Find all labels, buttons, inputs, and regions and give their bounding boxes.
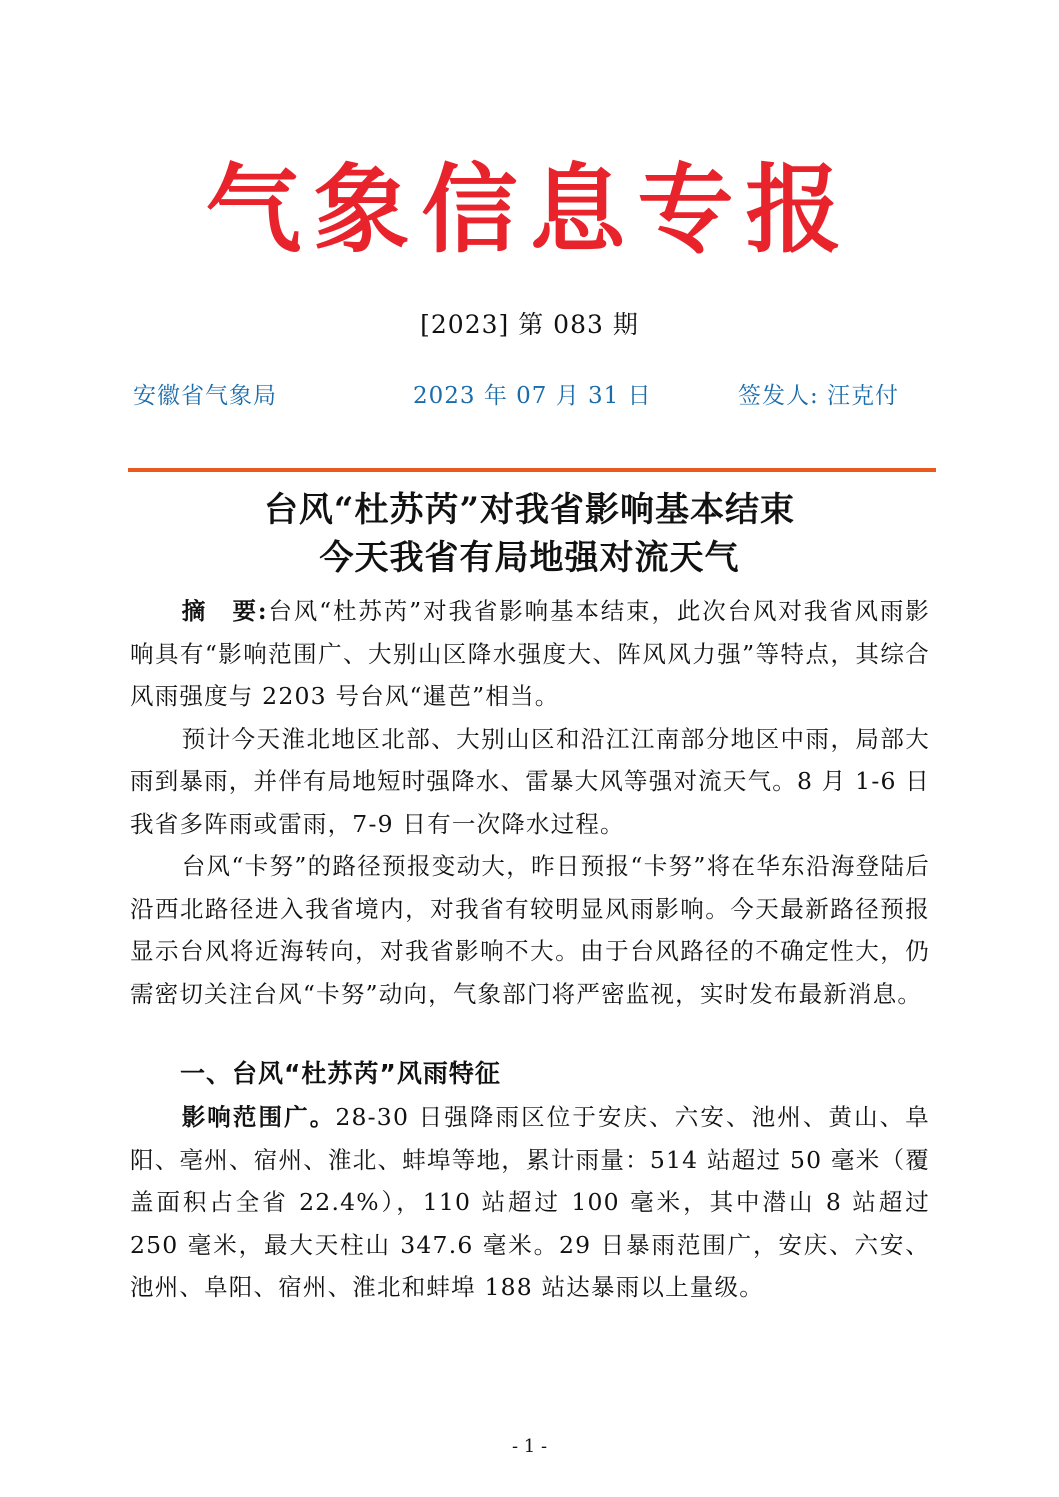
section-body <box>130 1096 930 1309</box>
page-number: - 1 - <box>511 1436 548 1457</box>
abstract-text: 台风“杜苏芮”对我省影响基本结束，此次台风对我省风雨影响具有“影响范围广、大别山区降水强度大、阵风风力强”等特点，其综合风雨强度与 2203 号台风“暹芭”相当。 <box>130 597 930 710</box>
abstract-label: 摘 要: <box>181 597 268 625</box>
signer: 签发人: 汪克付 <box>738 383 900 409</box>
issue-date: 2023 年 07 月 31 日 <box>413 383 652 409</box>
issue-number: [2023] 第 083 期 <box>420 310 639 339</box>
abstract-paragraph <box>130 590 930 718</box>
abstract-block <box>130 590 930 1015</box>
section-paragraph <box>130 1096 930 1309</box>
section-lead: 影响范围广。 <box>181 1103 336 1131</box>
section-heading: 一、台风“杜苏芮”风雨特征 <box>180 1059 501 1088</box>
issuing-agency: 安徽省气象局 <box>133 383 277 409</box>
section-text: 28-30 日强降雨区位于安庆、六安、池州、黄山、阜阳、亳州、宿州、淮北、蚌埠等地，累计雨量：514 站超过 50 毫米（覆盖面积占全省 22.4%），110 站超过 100 毫米，其中潜山 8 站超过 250 毫米，最大天柱山 347.6 毫米。29 日暴雨范围广，安庆、六安、池州、阜阳、宿州、淮北和蚌埠 188 站达暴雨以上量级。 <box>130 1103 930 1301</box>
headline <box>0 486 1059 582</box>
forecast-paragraph: 预计今天淮北地区北部、大别山区和沿江江南部分地区中雨，局部大雨到暴雨，并伴有局地短时强降水、雷暴大风等强对流天气。8 月 1-6 日我省多阵雨或雷雨，7-9 日有一次降水过程。 <box>130 724 930 838</box>
typhoon-khanun-paragraph: 台风“卡努”的路径预报变动大，昨日预报“卡努”将在华东沿海登陆后沿西北路径进入我省境内，对我省有较明显风雨影响。今天最新路径预报显示台风将近海转向，对我省影响不大。由于台风路径的不确定性大，仍需密切关注台风“卡努”动向，气象部门将严密监视，实时发布最新消息。 <box>130 852 930 1008</box>
headline-line-1: 台风“杜苏芮”对我省影响基本结束 <box>263 490 796 530</box>
masthead-title: 气象信息专报 <box>205 153 854 266</box>
header-divider <box>128 468 936 472</box>
headline-line-2: 今天我省有局地强对流天气 <box>319 538 740 578</box>
